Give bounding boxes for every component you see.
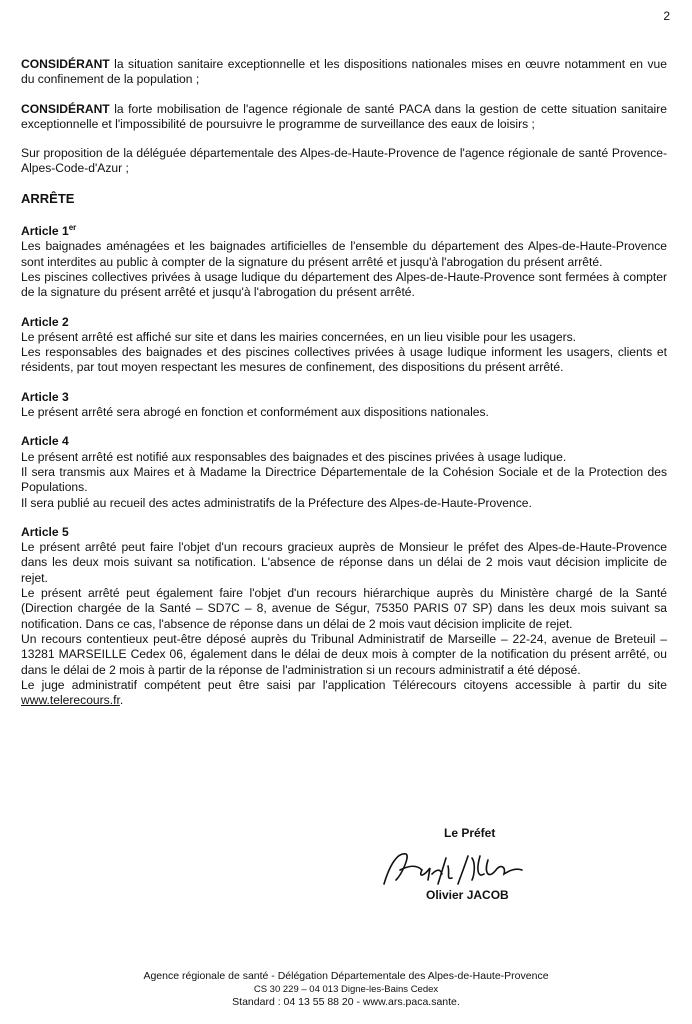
article-title: Article 5	[21, 524, 69, 539]
decree-heading: ARRÊTE	[21, 190, 75, 206]
considerant-text: la situation sanitaire exceptionnelle et les dispositions nationales mises en œuvre notamment en vue du confinement de la population ;	[21, 57, 667, 87]
article-paragraph: Le présent arrêté est notifié aux responsables des baignades et des piscines privées à usage ludique.	[21, 449, 567, 464]
handwritten-signature	[376, 844, 566, 892]
article-paragraph: Les baignades aménagées et les baignades artificielles de l'ensemble du département des Alpes-de-Haute-Provence sont interdites au public à compter de la signature du présent arrêté et jusqu'à l'abrogation du présent arrêté.	[21, 239, 667, 269]
article-paragraph: Le présent arrêté est affiché sur site et dans les mairies concernées, en un lieu visible pour les usagers.	[21, 329, 577, 344]
signatory-name: Olivier JACOB	[426, 888, 509, 902]
considerant-lead: CONSIDÉRANT	[21, 57, 110, 71]
article-paragraph: Un recours contentieux peut-être déposé auprès du Tribunal Administratif de Marseille – 22-24, avenue de Breteuil – 13281 MARSEILLE Cedex 06, également dans le délai de deux mois à compter de la notification du présent arrêté, ou dans le délai de 2 mois à partir de la réponse de l'administration si un recours administratif a été déposé.	[21, 631, 667, 677]
footer-agency: Agence régionale de santé - Délégation Départementale des Alpes-de-Haute-Provence	[143, 970, 549, 982]
article-paragraph: Il sera transmis aux Maires et à Madame la Directrice Départementale de la Cohésion Sociale et de la Protection des Populations.	[21, 464, 667, 495]
article-4	[21, 434, 667, 510]
article-paragraph: Le présent arrêté peut faire l'objet d'un recours gracieux auprès de Monsieur le préfet des Alpes-de-Haute-Provence dans les deux mois suivant sa notification. L'absence de réponse dans un délai de 2 mois vaut décision implicite de rejet.	[21, 540, 667, 585]
telerecours-link[interactable]: www.telerecours.fr	[21, 693, 120, 708]
footer-contact: Standard : 04 13 55 88 20 - www.ars.paca.sante.	[232, 996, 460, 1008]
article-paragraph: Les piscines collectives privées à usage ludique du département des Alpes-de-Haute-Provence sont fermées à compter de la signature du présent arrêté et jusqu'à l'abrogation du présent arrêté.	[21, 270, 667, 300]
article-5	[21, 525, 667, 709]
page-footer	[0, 970, 692, 1009]
signatory-title: Le Préfet	[444, 826, 496, 840]
article-paragraph: Le présent arrêté sera abrogé en fonction et conformément aux dispositions nationales.	[21, 405, 489, 420]
article-paragraph: Le juge administratif compétent peut être saisi par l'application Télérecours citoyens accessible à partir du site www.telerecours.fr.	[21, 677, 667, 708]
article-paragraph: Il sera publié au recueil des actes administratifs de la Préfecture des Alpes-de-Haute-Provence.	[21, 495, 532, 510]
footer-address: CS 30 229 – 04 013 Digne-les-Bains Cedex	[253, 984, 439, 995]
article-title: Article 2	[21, 314, 69, 329]
article-title: Article 3	[21, 389, 69, 404]
article-paragraph: Les responsables des baignades et des piscines collectives privées à usage ludique informent les usagers, clients et résidents, par tout moyen respectant les mesures de confinement, des dispositions du présent arrêté.	[21, 345, 667, 375]
proposal-paragraph: Sur proposition de la déléguée départementale des Alpes-de-Haute-Provence de l'agence régionale de santé Provence-Alpes-Code-d'Azur ;	[21, 146, 667, 176]
article-paragraph: Le présent arrêté peut également faire l'objet d'un recours hiérarchique auprès du Ministère chargé de la Santé (Direction chargée de la Santé – SD7C – 8, avenue de Ségur, 75350 PARIS 07 SP) dans les deux mois suivant sa notification. Dans ce cas, l'absence de réponse dans un délai de 2 mois vaut décision implicite de rejet.	[21, 586, 667, 631]
considerant-1	[21, 57, 667, 88]
article-1	[21, 220, 667, 301]
document-body	[21, 57, 667, 722]
article-title: Article 1er	[21, 223, 77, 239]
article-title: Article 4	[21, 434, 69, 449]
considerant-2	[21, 102, 667, 133]
article-3	[21, 390, 667, 421]
considerant-lead: CONSIDÉRANT	[21, 101, 110, 116]
article-2	[21, 315, 667, 376]
considerant-text: la forte mobilisation de l'agence régionale de santé PACA dans la gestion de cette situation sanitaire exceptionnelle et l'impossibilité de poursuivre le programme de surveillance des eaux de loisirs ;	[21, 101, 667, 131]
page-number: 2	[663, 9, 670, 23]
